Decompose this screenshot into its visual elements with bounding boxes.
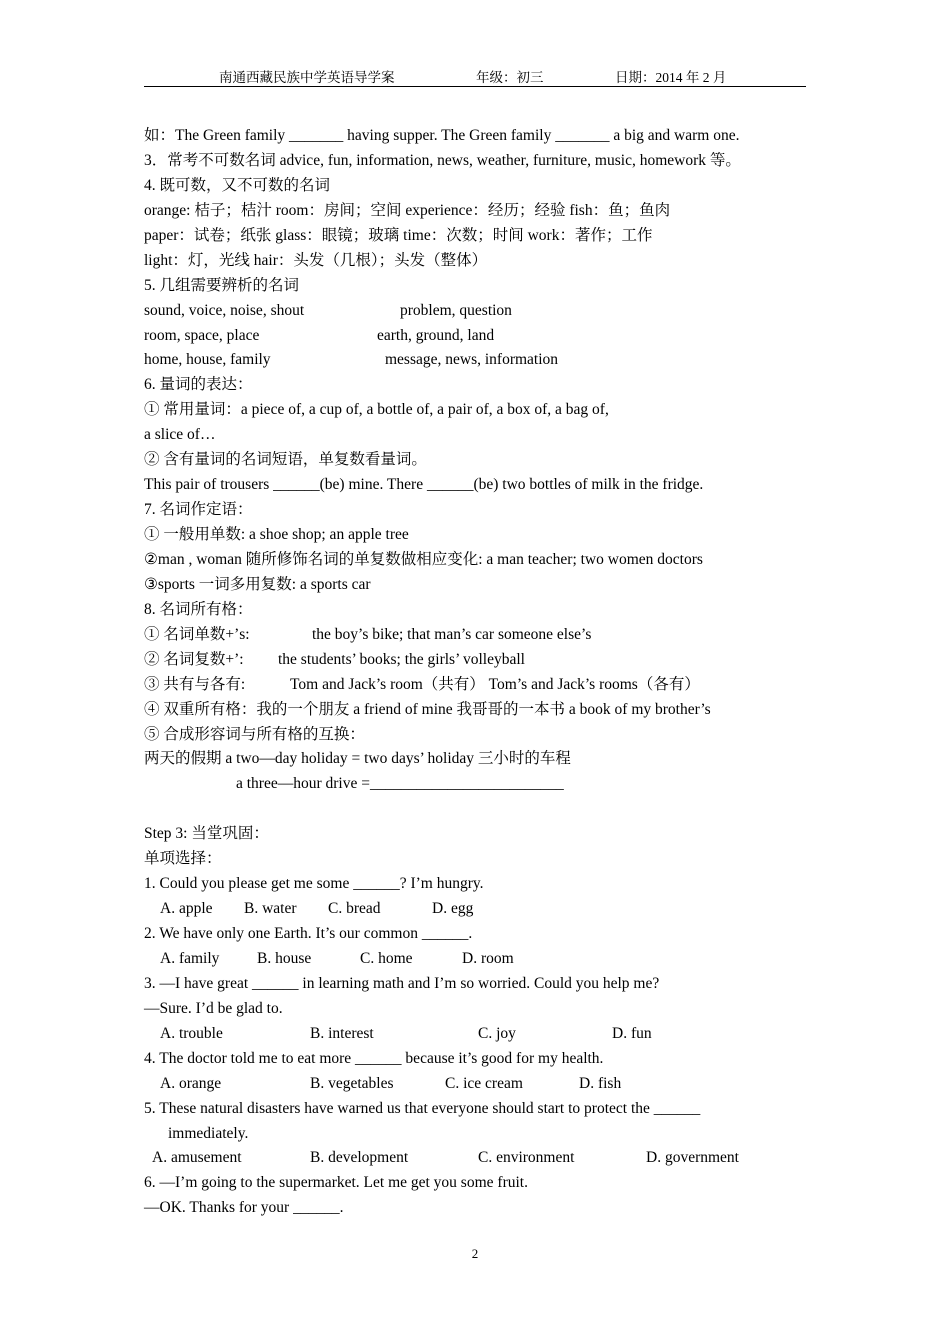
option: C. bread (328, 900, 381, 918)
text-line (144, 448, 806, 473)
header-school: 南通西藏民族中学英语导学案 (219, 70, 395, 85)
line-text: ⑤ 合成形容词与所有格的互换： (144, 725, 365, 743)
line-text: 3. —I have great ______ in learning math and I’m so worried. Could you help me? (144, 974, 660, 992)
line-text: the boy’s bike; that man’s car someone else’s (312, 625, 592, 643)
option: C. ice cream (445, 1074, 523, 1092)
text-line (144, 723, 806, 748)
text-line (144, 648, 806, 673)
option: C. joy (478, 1024, 516, 1042)
option: D. room (462, 949, 514, 967)
option: A. apple (160, 900, 213, 918)
text-line (144, 997, 806, 1022)
option: D. fish (579, 1074, 622, 1092)
line-text: ① 常用量词：a piece of, a cup of, a bottle of, a pair of, a box of, a bag of, (144, 401, 609, 419)
line-text: light：灯，光线 hair：头发（几根）；头发（整体） (144, 251, 488, 269)
option: C. environment (478, 1149, 575, 1167)
text-line (144, 1196, 806, 1221)
text-line (144, 124, 806, 149)
line-text: orange: 桔子；桔汁 room：房间；空间 experience：经历；经验 fish：鱼；鱼肉 (144, 201, 671, 219)
text-line (144, 1122, 806, 1147)
line-text: ① 一般用单数: a shoe shop; an apple tree (144, 526, 409, 543)
answer-options (144, 947, 806, 972)
text-line (144, 299, 806, 324)
text-line (144, 473, 806, 498)
option: B. interest (310, 1024, 374, 1042)
line-text: room, space, place (144, 326, 260, 344)
page-header (144, 66, 806, 87)
text-line (144, 548, 806, 573)
line-text: paper：试卷；纸张 glass：眼镜；玻璃 time：次数；时间 work：著作；工作 (144, 226, 653, 244)
line-text: home, house, family (144, 351, 271, 369)
option: C. home (360, 949, 413, 967)
line-text: ④ 双重所有格：我的一个朋友 a friend of mine 我哥哥的一本书 a book of my brother’s (144, 700, 711, 718)
line-text: This pair of trousers ______(be) mine. There ______(be) two bottles of milk in the fridge. (144, 476, 704, 494)
section-heading: 单项选择： (144, 850, 222, 868)
text-line (144, 747, 806, 772)
line-text: —OK. Thanks for your ______. (144, 1199, 344, 1217)
line-text: 5. These natural disasters have warned us that everyone should start to protect the ______ (144, 1099, 701, 1117)
option: A. trouble (160, 1024, 223, 1042)
question-stem (144, 1047, 806, 1072)
question-stem (144, 972, 806, 997)
text-line (144, 398, 806, 423)
line-text: sound, voice, noise, shout (144, 301, 305, 319)
header-grade: 年级：初三 (476, 70, 544, 85)
line-text: ②man , woman 随所修饰名词的单复数做相应变化: a man teacher; two women doctors (144, 550, 703, 568)
option: B. vegetables (310, 1074, 394, 1092)
text-line (144, 698, 806, 723)
line-text: the students’ books; the girls’ volleyball (278, 650, 525, 668)
text-line (144, 523, 806, 548)
section-heading: 4. 既可数，又不可数的名词 (144, 176, 331, 194)
line-text: problem, question (400, 301, 512, 319)
text-line (144, 373, 806, 398)
line-text: —Sure. I’d be glad to. (144, 999, 283, 1017)
option: B. water (244, 900, 297, 918)
line-text: 6. —I’m going to the supermarket. Let me get you some fruit. (144, 1174, 528, 1192)
section-heading: Step 3: 当堂巩固： (144, 825, 269, 843)
line-text: 3．常考不可数名词 advice, fun, information, news, weather, furniture, music, homework 等。 (144, 151, 741, 169)
option: D. fun (612, 1024, 652, 1042)
option: A. family (160, 949, 220, 967)
text-line (144, 174, 806, 199)
line-text: 1. Could you please get me some ______? I’m hungry. (144, 875, 484, 893)
blank-line (144, 797, 806, 822)
option: A. amusement (152, 1149, 242, 1167)
question-stem (144, 1171, 806, 1196)
option: B. development (310, 1149, 409, 1167)
answer-options (144, 1022, 806, 1047)
option: B. house (257, 949, 312, 967)
text-line (144, 249, 806, 274)
text-line (144, 199, 806, 224)
option: D. government (646, 1149, 739, 1167)
text-line (144, 623, 806, 648)
line-text: Tom and Jack’s room（共有） Tom’s and Jack’s rooms（各有） (290, 675, 700, 693)
section-heading: 6. 量词的表达： (144, 376, 253, 394)
line-text: a three—hour drive =_________________________ (236, 775, 564, 793)
question-stem (144, 872, 806, 897)
answer-options (144, 1072, 806, 1097)
section-heading: 5. 几组需要辨析的名词 (144, 276, 300, 294)
line-text: ③ 共有与各有: (144, 675, 246, 693)
document-body (144, 124, 806, 1221)
text-line (144, 224, 806, 249)
line-text: a slice of… (144, 426, 216, 444)
text-line (144, 274, 806, 299)
line-text: ② 含有量词的名词短语，单复数看量词。 (144, 451, 427, 469)
line-text: ② 名词复数+’: (144, 650, 244, 668)
text-line (144, 847, 806, 872)
line-text: 2. We have only one Earth. It’s our common ______. (144, 925, 473, 942)
section-heading: 7. 名词作定语： (144, 501, 253, 519)
line-text: message, news, information (385, 351, 559, 369)
text-line (144, 149, 806, 174)
answer-options (144, 1146, 806, 1171)
line-text: ③sports 一词多用复数: a sports car (144, 575, 371, 593)
text-line (144, 348, 806, 373)
section-heading: 8. 名词所有格： (144, 600, 253, 618)
option: A. orange (160, 1074, 222, 1092)
line-text: 如：The Green family _______ having supper. The Green family _______ a big and warm one. (144, 127, 740, 144)
line-text: 4. The doctor told me to eat more ______ because it’s good for my health. (144, 1049, 604, 1067)
question-stem (144, 1097, 806, 1122)
option: D. egg (432, 900, 474, 918)
question-stem (144, 922, 806, 947)
page-number: 2 (471, 1246, 479, 1261)
line-text: ① 名词单数+’s: (144, 625, 250, 643)
text-line (144, 498, 806, 523)
text-line (144, 324, 806, 349)
line-text: 两天的假期 a two—day holiday = two days’ holiday 三小时的车程 (144, 750, 571, 768)
line-text: immediately. (168, 1124, 249, 1142)
text-line (144, 598, 806, 623)
text-line (144, 822, 806, 847)
answer-options (144, 897, 806, 922)
line-text: earth, ground, land (377, 326, 495, 344)
text-line (144, 772, 806, 797)
text-line (144, 423, 806, 448)
header-date: 日期：2014 年 2 月 (615, 70, 727, 85)
text-line (144, 573, 806, 598)
text-line (144, 673, 806, 698)
